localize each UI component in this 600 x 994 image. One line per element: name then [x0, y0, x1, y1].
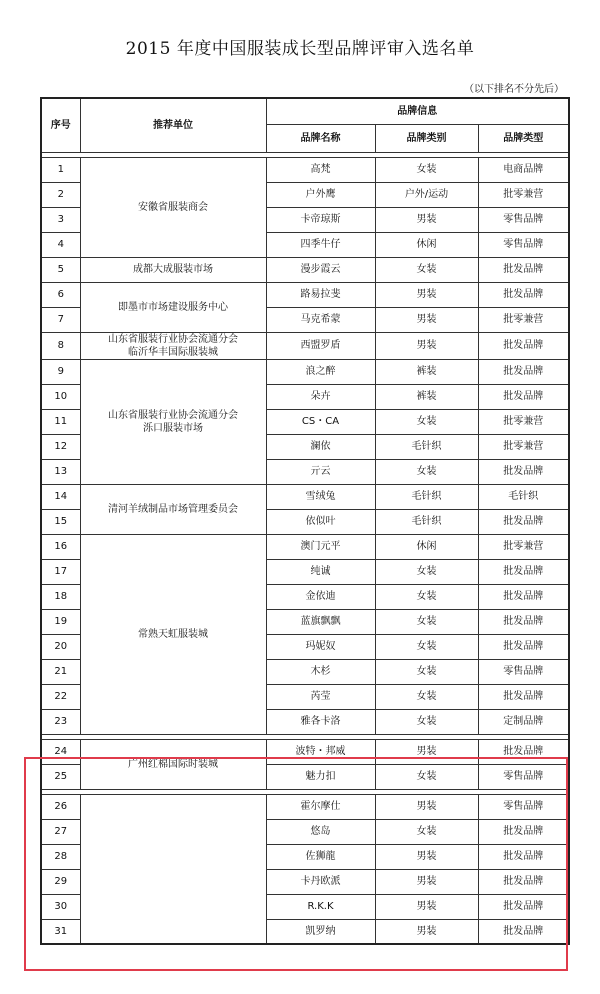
brand-category: 裤装: [375, 359, 478, 384]
brand-category: 女装: [375, 684, 478, 709]
header-seq: 序号: [41, 98, 80, 152]
brand-category: 男装: [375, 869, 478, 894]
row-number: 23: [41, 709, 80, 734]
brand-category: 女装: [375, 709, 478, 734]
recommending-unit: 即墨市市场建设服务中心: [80, 282, 266, 332]
row-number: 24: [41, 739, 80, 764]
brand-type: 毛针织: [478, 484, 569, 509]
brand-name: 路易拉斐: [266, 282, 375, 307]
brand-type: 批发品牌: [478, 509, 569, 534]
page-title: 2015 年度中国服装成长型品牌评审入选名单: [125, 39, 475, 59]
brand-name: 金依迪: [266, 584, 375, 609]
brand-category: 女装: [375, 157, 478, 182]
brand-type: 零售品牌: [478, 764, 569, 789]
brand-category: 女装: [375, 764, 478, 789]
row-number: 25: [41, 764, 80, 789]
brand-name: 澳门元平: [266, 534, 375, 559]
brand-category: 女装: [375, 584, 478, 609]
table-row: [41, 282, 569, 307]
brand-type: 批发品牌: [478, 919, 569, 944]
brand-category: 休闲: [375, 534, 478, 559]
brand-type: 批零兼营: [478, 182, 569, 207]
brand-name: 依似叶: [266, 509, 375, 534]
brand-type: 批发品牌: [478, 739, 569, 764]
brand-name: 浪之醉: [266, 359, 375, 384]
brand-category: 女装: [375, 819, 478, 844]
row-number: 1: [41, 157, 80, 182]
brand-name: 户外鹰: [266, 182, 375, 207]
brand-type: 批发品牌: [478, 332, 569, 359]
brand-category: 毛针织: [375, 509, 478, 534]
brand-type: 批发品牌: [478, 819, 569, 844]
brand-name: 凯罗纳: [266, 919, 375, 944]
brand-name: 澜依: [266, 434, 375, 459]
brand-type: 批发品牌: [478, 359, 569, 384]
header-brand-type: 品牌类型: [478, 124, 569, 152]
table-row: [41, 484, 569, 509]
brand-name: R.K.K: [266, 894, 375, 919]
row-number: 7: [41, 307, 80, 332]
row-number: 31: [41, 919, 80, 944]
brand-name: 卡帝琼斯: [266, 207, 375, 232]
row-number: 29: [41, 869, 80, 894]
header-brand-category: 品牌类别: [375, 124, 478, 152]
brand-type: 零售品牌: [478, 794, 569, 819]
row-number: 11: [41, 409, 80, 434]
brand-type: 批零兼营: [478, 307, 569, 332]
brand-type: 批发品牌: [478, 634, 569, 659]
row-number: 6: [41, 282, 80, 307]
table-row: [41, 794, 569, 819]
row-number: 21: [41, 659, 80, 684]
brand-list-table: [40, 97, 570, 945]
brand-category: 男装: [375, 844, 478, 869]
table-row: [41, 534, 569, 559]
brand-name: 高梵: [266, 157, 375, 182]
row-number: 17: [41, 559, 80, 584]
brand-category: 男装: [375, 894, 478, 919]
brand-type: 批发品牌: [478, 844, 569, 869]
brand-name: 木杉: [266, 659, 375, 684]
row-number: 12: [41, 434, 80, 459]
brand-name: 雪绒兔: [266, 484, 375, 509]
brand-type: 批零兼营: [478, 534, 569, 559]
brand-type: 零售品牌: [478, 232, 569, 257]
brand-name: 纯诚: [266, 559, 375, 584]
brand-category: 男装: [375, 307, 478, 332]
row-number: 27: [41, 819, 80, 844]
brand-name: 魅力扣: [266, 764, 375, 789]
brand-type: 批发品牌: [478, 282, 569, 307]
brand-category: 男装: [375, 282, 478, 307]
row-number: 30: [41, 894, 80, 919]
brand-category: 休闲: [375, 232, 478, 257]
brand-name: 悠岛: [266, 819, 375, 844]
row-number: 14: [41, 484, 80, 509]
brand-category: 裤装: [375, 384, 478, 409]
brand-type: 批零兼营: [478, 434, 569, 459]
brand-name: 霍尔摩仕: [266, 794, 375, 819]
brand-name: 漫步霞云: [266, 257, 375, 282]
table-body: [41, 157, 569, 944]
brand-name: 佐狮龍: [266, 844, 375, 869]
table-row: [41, 332, 569, 359]
brand-category: 女装: [375, 634, 478, 659]
row-number: 20: [41, 634, 80, 659]
brand-type: 批发品牌: [478, 584, 569, 609]
row-number: 4: [41, 232, 80, 257]
brand-name: 四季牛仔: [266, 232, 375, 257]
brand-type: 批发品牌: [478, 894, 569, 919]
brand-name: 芮莹: [266, 684, 375, 709]
row-number: 9: [41, 359, 80, 384]
row-number: 2: [41, 182, 80, 207]
brand-category: 女装: [375, 609, 478, 634]
brand-type: 电商品牌: [478, 157, 569, 182]
recommending-unit: 广州红棉国际时装城: [80, 739, 266, 789]
row-number: 16: [41, 534, 80, 559]
brand-category: 户外/运动: [375, 182, 478, 207]
brand-category: 男装: [375, 739, 478, 764]
brand-category: 毛针织: [375, 484, 478, 509]
header-brand-name: 品牌名称: [266, 124, 375, 152]
brand-name: 亓云: [266, 459, 375, 484]
brand-type: 定制品牌: [478, 709, 569, 734]
brand-category: 女装: [375, 659, 478, 684]
brand-category: 男装: [375, 794, 478, 819]
recommending-unit: 山东省服装行业协会流通分会 泺口服装市场: [80, 359, 266, 484]
row-number: 22: [41, 684, 80, 709]
brand-category: 女装: [375, 459, 478, 484]
row-number: 26: [41, 794, 80, 819]
row-number: 28: [41, 844, 80, 869]
brand-category: 男装: [375, 332, 478, 359]
brand-name: 朵卉: [266, 384, 375, 409]
brand-category: 男装: [375, 207, 478, 232]
brand-type: 批发品牌: [478, 559, 569, 584]
recommending-unit: 成都大成服装市场: [80, 257, 266, 282]
brand-name: 雅各卡洛: [266, 709, 375, 734]
row-number: 15: [41, 509, 80, 534]
row-number: 13: [41, 459, 80, 484]
table-row: [41, 257, 569, 282]
brand-name: 蓝旗飘飘: [266, 609, 375, 634]
brand-name: CS・CA: [266, 409, 375, 434]
row-number: 19: [41, 609, 80, 634]
row-number: 5: [41, 257, 80, 282]
brand-type: 零售品牌: [478, 659, 569, 684]
recommending-unit: [80, 794, 266, 944]
brand-type: 零售品牌: [478, 207, 569, 232]
row-number: 8: [41, 332, 80, 359]
row-number: 10: [41, 384, 80, 409]
recommending-unit: 安徽省服装商会: [80, 157, 266, 257]
brand-name: 西盟罗盾: [266, 332, 375, 359]
brand-name: 玛妮奴: [266, 634, 375, 659]
brand-category: 女装: [375, 559, 478, 584]
brand-category: 男装: [375, 919, 478, 944]
recommending-unit: 常熟天虹服装城: [80, 534, 266, 734]
brand-type: 批零兼营: [478, 409, 569, 434]
recommending-unit: 山东省服装行业协会流通分会 临沂华丰国际服装城: [80, 332, 266, 359]
brand-type: 批发品牌: [478, 384, 569, 409]
brand-type: 批发品牌: [478, 869, 569, 894]
brand-type: 批发品牌: [478, 609, 569, 634]
ranking-note: （以下排名不分先后）: [464, 84, 564, 95]
table-row: [41, 157, 569, 182]
row-number: 3: [41, 207, 80, 232]
brand-name: 马克希蒙: [266, 307, 375, 332]
brand-name: 波特・邦威: [266, 739, 375, 764]
header-brand-info: 品牌信息: [266, 98, 569, 124]
brand-category: 女装: [375, 257, 478, 282]
brand-type: 批发品牌: [478, 257, 569, 282]
table-row: [41, 739, 569, 764]
header-unit: 推荐单位: [80, 98, 266, 152]
brand-category: 毛针织: [375, 434, 478, 459]
brand-type: 批发品牌: [478, 684, 569, 709]
table-row: [41, 359, 569, 384]
row-number: 18: [41, 584, 80, 609]
brand-type: 批发品牌: [478, 459, 569, 484]
recommending-unit: 清河羊绒制品市场管理委员会: [80, 484, 266, 534]
brand-name: 卡丹欧派: [266, 869, 375, 894]
brand-category: 女装: [375, 409, 478, 434]
